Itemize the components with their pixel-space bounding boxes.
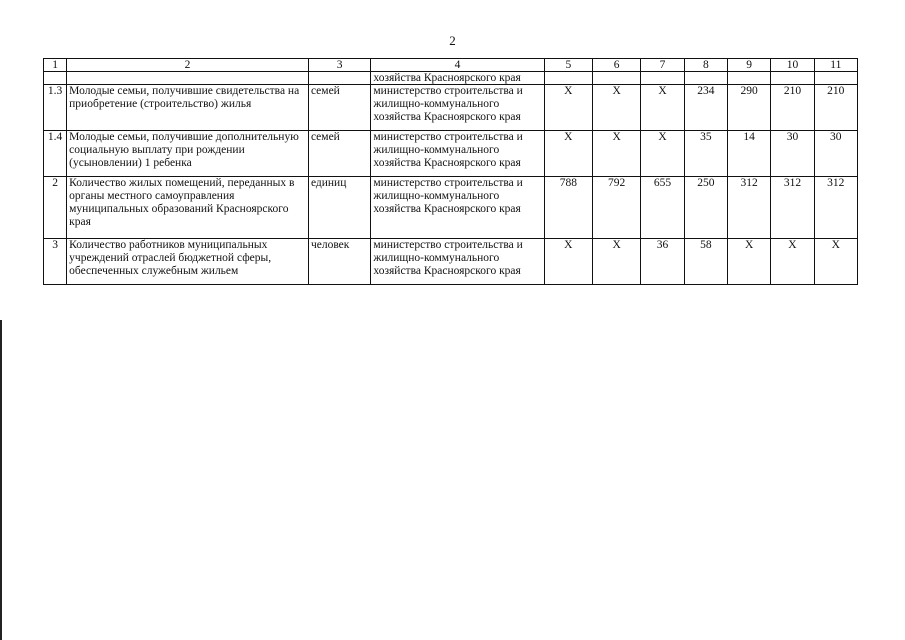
value-cell: 58 [684,239,727,285]
value-cell: 14 [727,131,770,177]
value-cell: 210 [771,85,814,131]
unit-of-measure: семей [308,85,370,131]
value-cell: X [593,239,641,285]
indicator-name: Количество работников муниципальных учреждений отраслей бюджетной сферы, обеспеченных служебным жильем [67,239,309,285]
column-number: 10 [771,59,814,72]
value-cell: 234 [684,85,727,131]
table-row [44,72,858,85]
row-number: 1.3 [44,85,67,131]
value-cell [771,72,814,85]
value-cell: 792 [593,177,641,239]
value-cell [684,72,727,85]
data-source: министерство строительства и жилищно-коммунального хозяйства Красноярского края [371,239,544,285]
value-cell: X [544,131,592,177]
table-body [44,59,858,285]
indicator-name: Молодые семьи, получившие свидетельства на приобретение (строительство) жилья [67,85,309,131]
column-number: 4 [371,59,544,72]
value-cell: 35 [684,131,727,177]
value-cell: X [593,85,641,131]
page-number: 2 [449,33,456,48]
data-source: хозяйства Красноярского края [371,72,544,85]
unit-of-measure: единиц [308,177,370,239]
value-cell: X [593,131,641,177]
value-cell: 250 [684,177,727,239]
indicator-name [67,72,309,85]
unit-of-measure: человек [308,239,370,285]
column-number: 1 [44,59,67,72]
value-cell [544,72,592,85]
value-cell: X [544,85,592,131]
value-cell [641,72,684,85]
value-cell: 290 [727,85,770,131]
value-cell [593,72,641,85]
table-row [44,131,858,177]
indicator-name: Молодые семьи, получившие дополнительную социальную выплату при рождении (усыновлении) 1 ребенка [67,131,309,177]
column-number: 5 [544,59,592,72]
column-number: 11 [814,59,857,72]
table-row [44,239,858,285]
value-cell: X [544,239,592,285]
value-cell: 30 [814,131,857,177]
unit-of-measure [308,72,370,85]
value-cell: 312 [727,177,770,239]
value-cell [727,72,770,85]
row-number: 3 [44,239,67,285]
value-cell: X [771,239,814,285]
row-number [44,72,67,85]
data-source: министерство строительства и жилищно-коммунального хозяйства Красноярского края [371,177,544,239]
unit-of-measure: семей [308,131,370,177]
value-cell: X [727,239,770,285]
indicator-name: Количество жилых помещений, переданных в органы местного самоуправления муниципальных образований Красноярского края [67,177,309,239]
value-cell: 210 [814,85,857,131]
scan-edge-mark [0,320,2,640]
value-cell: 312 [771,177,814,239]
value-cell: 312 [814,177,857,239]
row-number: 1.4 [44,131,67,177]
column-number: 6 [593,59,641,72]
value-cell: X [641,131,684,177]
indicators-table [43,58,858,285]
table-row [44,85,858,131]
column-number-row [44,59,858,72]
column-number: 9 [727,59,770,72]
row-number: 2 [44,177,67,239]
column-number: 2 [67,59,309,72]
value-cell: X [641,85,684,131]
column-number: 8 [684,59,727,72]
column-number: 3 [308,59,370,72]
data-source: министерство строительства и жилищно-коммунального хозяйства Красноярского края [371,131,544,177]
data-source: министерство строительства и жилищно-коммунального хозяйства Красноярского края [371,85,544,131]
table-row [44,177,858,239]
value-cell: X [814,239,857,285]
value-cell: 36 [641,239,684,285]
value-cell: 788 [544,177,592,239]
value-cell: 655 [641,177,684,239]
column-number: 7 [641,59,684,72]
value-cell: 30 [771,131,814,177]
value-cell [814,72,857,85]
